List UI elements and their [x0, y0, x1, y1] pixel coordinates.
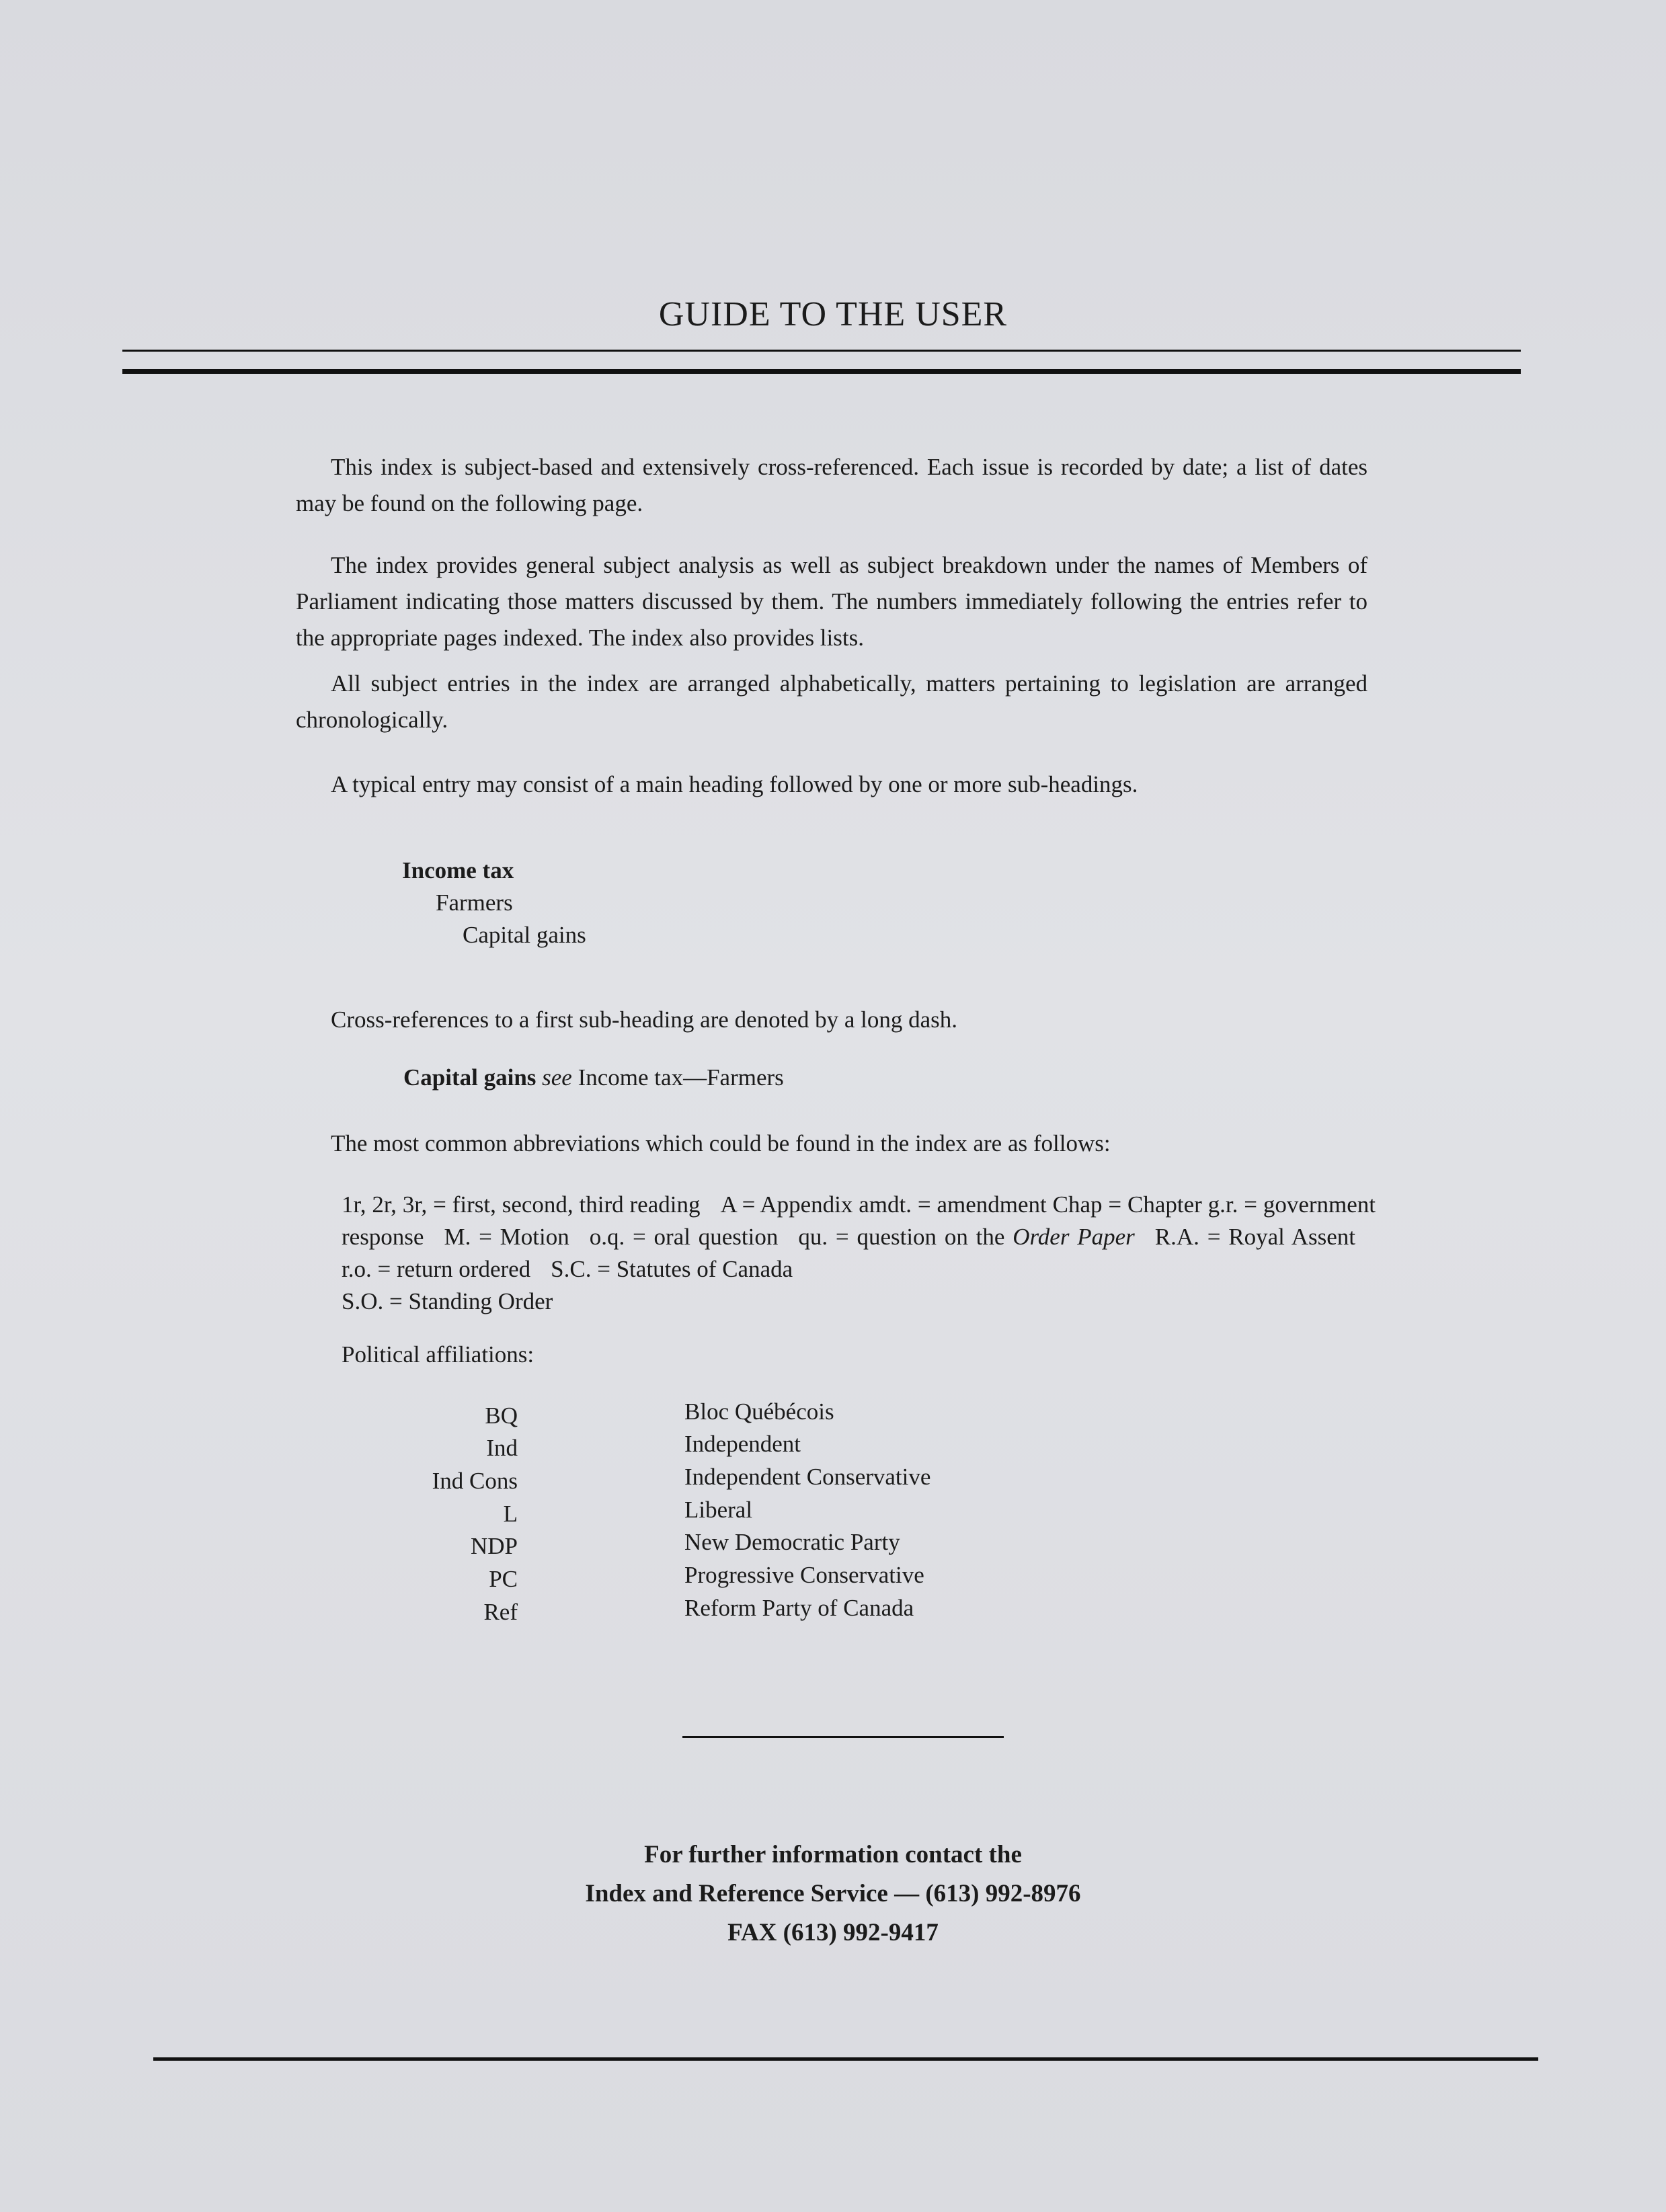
- abbrev-question-order-paper: qu. = question on the: [798, 1224, 1005, 1250]
- contact-line-1: For further information contact the: [644, 1841, 1022, 1868]
- abbrev-oral-question: o.q. = oral question: [589, 1224, 779, 1250]
- arrangement-text: All subject entries in the index are arranged alphabetically, matters pertaining to legislation are arranged chronologically.: [296, 670, 1367, 733]
- abbrev-appendix: A = Appendix: [720, 1191, 853, 1218]
- abbreviations-list: [342, 1189, 1376, 1318]
- party-code: PC: [489, 1566, 518, 1592]
- abbrev-royal-assent: R.A. = Royal Assent: [1154, 1224, 1355, 1250]
- title-rule-top: [122, 350, 1521, 352]
- abbrev-return-ordered: r.o. = return ordered: [342, 1256, 531, 1282]
- party-name: Liberal: [684, 1497, 753, 1523]
- abbrev-government-response: g.r. = government response: [342, 1191, 1376, 1250]
- contact-line-2: Index and Reference Service — (613) 992-8976: [585, 1880, 1081, 1907]
- party-name: Independent: [684, 1431, 801, 1457]
- analysis-paragraph: [296, 547, 1367, 656]
- abbreviations-intro-paragraph: [296, 1125, 1367, 1162]
- title-rule-bottom: [122, 369, 1521, 374]
- abbrev-statutes: S.C. = Statutes of Canada: [551, 1256, 793, 1282]
- abbrev-standing-order: S.O. = Standing Order: [342, 1288, 553, 1314]
- abbrev-amendment: amdt. = amendment: [859, 1191, 1047, 1218]
- cross-reference-paragraph: [296, 1002, 1367, 1038]
- example-sub-sub-heading: Capital gains: [463, 922, 586, 948]
- example-main-heading: Income tax: [402, 857, 514, 883]
- party-code: NDP: [470, 1533, 518, 1559]
- footer-rule: [153, 2057, 1538, 2061]
- section-divider: [682, 1736, 1004, 1738]
- cross-reference-example: [403, 1061, 784, 1095]
- page-title: GUIDE TO THE USER: [658, 295, 1008, 333]
- party-code: L: [503, 1501, 518, 1527]
- party-name: Independent Conservative: [684, 1464, 931, 1490]
- cross-reference-see: see: [542, 1064, 572, 1091]
- abbrev-readings: 1r, 2r, 3r, = first, second, third reading: [342, 1191, 701, 1218]
- cross-reference-target: Income tax—Farmers: [578, 1064, 784, 1091]
- party-code: Ref: [483, 1599, 518, 1625]
- typical-entry-paragraph: [296, 766, 1367, 803]
- political-affiliations-label: Political affiliations:: [342, 1341, 534, 1368]
- party-code: Ind Cons: [432, 1468, 518, 1494]
- abbrev-chapter: Chap = Chapter: [1052, 1191, 1202, 1218]
- cross-reference-text: Cross-references to a first sub-heading are denoted by a long dash.: [331, 1006, 958, 1033]
- party-code: Ind: [486, 1435, 518, 1461]
- abbrev-order-paper: Order Paper: [1013, 1224, 1135, 1250]
- typical-entry-text: A typical entry may consist of a main heading followed by one or more sub-headings.: [331, 771, 1138, 797]
- cross-reference-term: Capital gains: [403, 1064, 537, 1091]
- analysis-text: The index provides general subject analysis as well as subject breakdown under the names of Members of Parliament indicating those matters discussed by them. The numbers immediately following the entries refer to the appropriate pages indexed. The index also provides lists.: [296, 552, 1367, 651]
- party-name: Progressive Conservative: [684, 1562, 924, 1588]
- party-name: Reform Party of Canada: [684, 1595, 914, 1621]
- intro-paragraph: [296, 449, 1367, 522]
- arrangement-paragraph: [296, 666, 1367, 738]
- party-name: Bloc Québécois: [684, 1398, 834, 1425]
- example-sub-heading: Farmers: [436, 890, 513, 916]
- abbrev-motion: M. = Motion: [444, 1224, 569, 1250]
- party-name: New Democratic Party: [684, 1529, 900, 1555]
- contact-line-3: FAX (613) 992-9417: [727, 1919, 939, 1946]
- abbreviations-intro-text: The most common abbreviations which could be found in the index are as follows:: [331, 1130, 1111, 1156]
- party-code: BQ: [485, 1403, 518, 1429]
- intro-text: This index is subject-based and extensively cross-referenced. Each issue is recorded by date; a list of dates may be found on the following page.: [296, 454, 1367, 516]
